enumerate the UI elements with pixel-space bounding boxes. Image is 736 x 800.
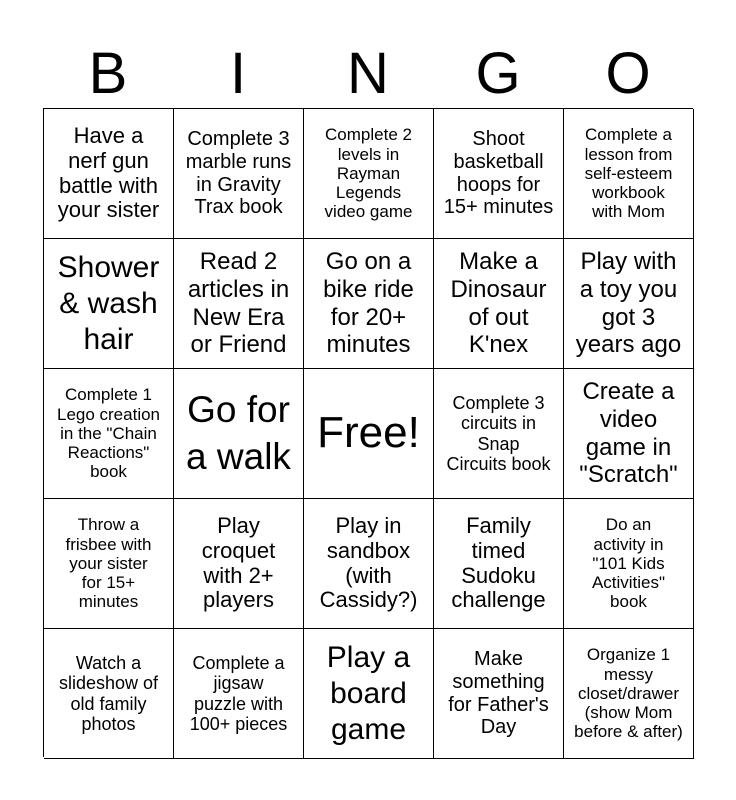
bingo-cell-r3c1[interactable]: Complete 1 Lego creation in the "Chain Reactions" book <box>44 369 174 499</box>
bingo-cell-r3c5[interactable]: Create a video game in "Scratch" <box>564 369 694 499</box>
bingo-cell-r2c1[interactable]: Shower & wash hair <box>44 239 174 369</box>
header-letter-n: N <box>347 41 389 106</box>
bingo-cell-r1c1[interactable]: Have a nerf gun battle with your sister <box>44 109 174 239</box>
bingo-cell-r2c3[interactable]: Go on a bike ride for 20+ minutes <box>304 239 434 369</box>
bingo-cell-free[interactable]: Free! <box>304 369 434 499</box>
bingo-cell-r4c5[interactable]: Do an activity in "101 Kids Activities" book <box>564 499 694 629</box>
bingo-board <box>43 108 693 757</box>
bingo-cell-r2c4[interactable]: Make a Dinosaur of out K'nex <box>434 239 564 369</box>
bingo-cell-r4c2[interactable]: Play croquet with 2+ players <box>174 499 304 629</box>
header-letter-o: O <box>605 41 651 106</box>
bingo-cell-r5c3[interactable]: Play a board game <box>304 629 434 759</box>
bingo-cell-r1c4[interactable]: Shoot basketball hoops for 15+ minutes <box>434 109 564 239</box>
header-letter-i: I <box>229 41 247 106</box>
bingo-cell-r4c1[interactable]: Throw a frisbee with your sister for 15+ minutes <box>44 499 174 629</box>
bingo-cell-r4c4[interactable]: Family timed Sudoku challenge <box>434 499 564 629</box>
bingo-cell-r5c2[interactable]: Complete a jigsaw puzzle with 100+ pieces <box>174 629 304 759</box>
bingo-cell-r1c2[interactable]: Complete 3 marble runs in Gravity Trax book <box>174 109 304 239</box>
bingo-cell-r5c4[interactable]: Make something for Father's Day <box>434 629 564 759</box>
bingo-cell-r1c5[interactable]: Complete a lesson from self-esteem workbook with Mom <box>564 109 694 239</box>
header-letter-b: B <box>88 41 128 106</box>
header-letter-g: G <box>475 41 521 106</box>
bingo-cell-r3c4[interactable]: Complete 3 circuits in Snap Circuits book <box>434 369 564 499</box>
bingo-cell-r4c3[interactable]: Play in sandbox (with Cassidy?) <box>304 499 434 629</box>
bingo-header <box>43 40 693 108</box>
bingo-cell-r2c5[interactable]: Play with a toy you got 3 years ago <box>564 239 694 369</box>
bingo-cell-r2c2[interactable]: Read 2 articles in New Era or Friend <box>174 239 304 369</box>
bingo-cell-r3c2[interactable]: Go for a walk <box>174 369 304 499</box>
bingo-cell-r5c5[interactable]: Organize 1 messy closet/drawer (show Mom before & after) <box>564 629 694 759</box>
bingo-cell-r1c3[interactable]: Complete 2 levels in Rayman Legends video game <box>304 109 434 239</box>
bingo-cell-r5c1[interactable]: Watch a slideshow of old family photos <box>44 629 174 759</box>
